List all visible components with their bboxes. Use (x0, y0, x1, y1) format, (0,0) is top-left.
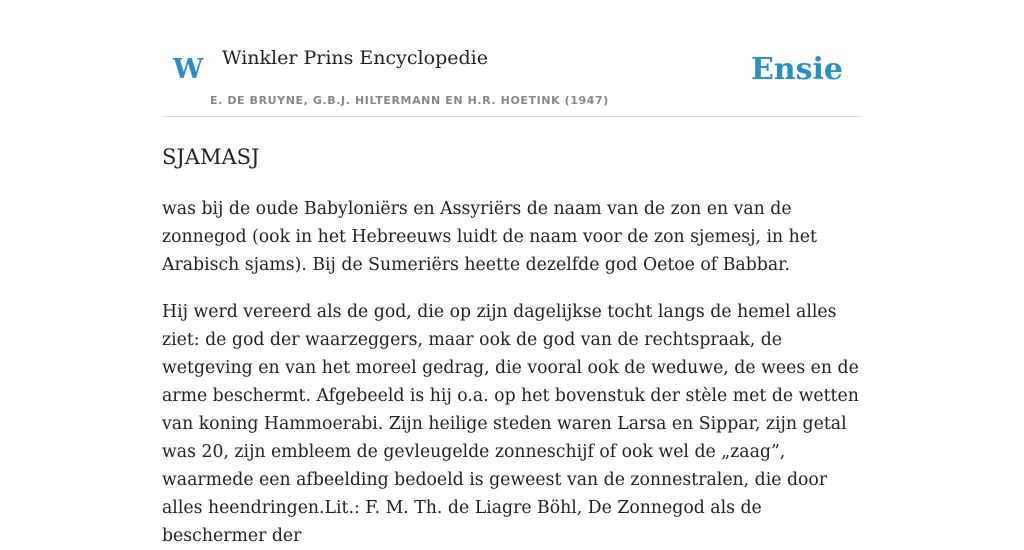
article-paragraph-2: Hij werd vereerd als de god, die op zijn dagelijkse tocht langs de hemel alles ziet: de god der waarzeggers, maar ook de god van de rechtspraak, de wetgeving en van het moreel gedrag, die vooral ook de weduwe, de wees en de arme beschermt. Afgebeeld is hij o.a. op het bovenstuk der stèle met de wetten van koning Hammoerabi. Zijn heilige steden waren Larsa en Sippar, zijn getal was 20, zijn embleem de gevleugelde zonneschijf of ook wel de „zaag”, waarmede een afbeelding bedoeld is geweest van de zonnestralen, die door alles heendringen.Lit.: F. M. Th. de Liagre Böhl, De Zonnegod als de beschermer der (162, 302, 859, 546)
ensie-logo[interactable]: Ensie (750, 52, 843, 87)
book-title-link[interactable]: Winkler Prins Encyclopedie (222, 47, 488, 69)
header (162, 0, 862, 117)
entry-title: SJAMASJ (162, 145, 260, 169)
article-paragraph-1: was bij de oude Babyloniërs en Assyriërs de naam van de zon en van de zonnegod (ook in het Hebreeuws luidt de naam voor de zon sjemesj, in het Arabisch sjams). Bij de Sumeriërs heette dezelfde god Oetoe of Babbar. (162, 199, 817, 275)
page (162, 0, 862, 550)
authors-line: E. DE BRUYNE, G.B.J. HILTERMANN EN H.R. HOETINK (1947) (210, 94, 609, 107)
winkler-prins-logo-icon[interactable]: W (173, 54, 204, 85)
